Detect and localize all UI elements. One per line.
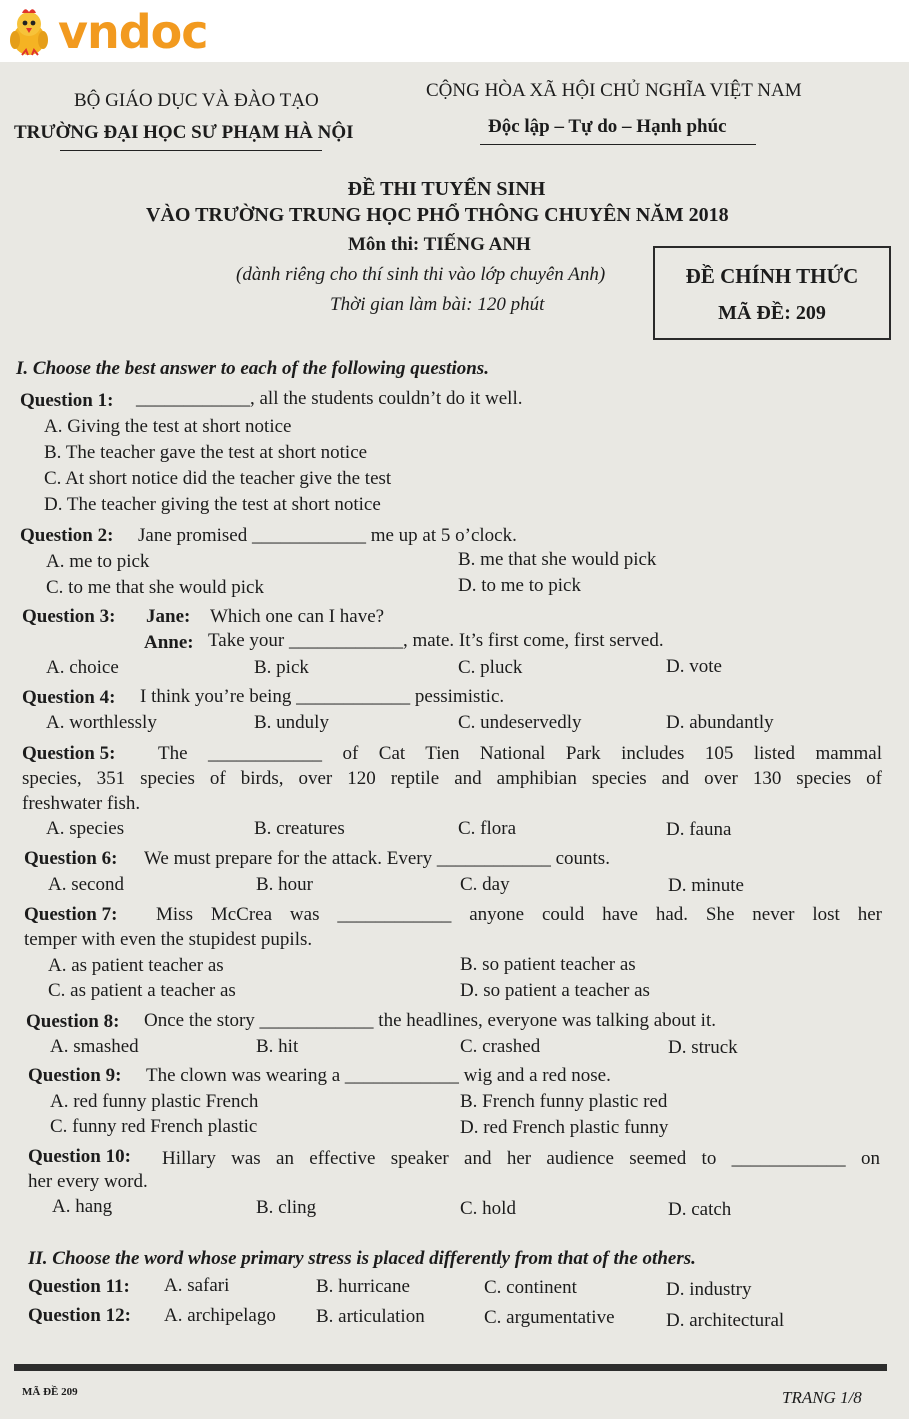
question-10-stem-line-2: her every word.: [28, 1171, 148, 1192]
chick-mascot-icon: [6, 6, 52, 58]
question-3-option-d: D. vote: [666, 656, 722, 677]
question-3-line-2: Take your ____________, mate. It’s first come, first served.: [208, 630, 664, 651]
header-underline-right: [480, 144, 756, 145]
question-7-option-b: B. so patient teacher as: [460, 954, 636, 975]
question-6-stem: We must prepare for the attack. Every ____________ counts.: [144, 848, 610, 869]
question-3-option-a: A. choice: [46, 657, 119, 678]
question-10-stem-line-1: Hillary was an effective speaker and her audience seemed to ____________ on: [162, 1148, 880, 1169]
question-8-option-d: D. struck: [668, 1037, 738, 1058]
question-10-option-b: B. cling: [256, 1197, 317, 1218]
question-8-option-a: A. smashed: [50, 1036, 139, 1057]
section-1-title: I. Choose the best answer to each of the following questions.: [16, 358, 489, 379]
question-6-option-c: C. day: [460, 874, 510, 895]
question-1-option-a: A. Giving the test at short notice: [44, 416, 292, 437]
question-12-option-a: A. archipelago: [164, 1305, 276, 1326]
question-4-option-d: D. abundantly: [666, 712, 774, 733]
official-label: ĐỀ CHÍNH THỨC: [685, 264, 859, 288]
question-7-stem-line-2: temper with even the stupidest pupils.: [24, 929, 313, 950]
question-7-option-a: A. as patient teacher as: [48, 955, 224, 976]
exam-time: Thời gian làm bài: 120 phút: [330, 294, 545, 315]
question-3-option-b: B. pick: [254, 657, 309, 678]
question-11-option-c: C. continent: [484, 1277, 577, 1298]
ministry-name: BỘ GIÁO DỤC VÀ ĐÀO TẠO: [74, 90, 319, 111]
question-4-stem: I think you’re being ____________ pessimistic.: [140, 686, 505, 707]
question-10-label: Question 10:: [28, 1146, 131, 1167]
question-4-option-b: B. unduly: [254, 712, 329, 733]
question-8-option-b: B. hit: [256, 1036, 299, 1057]
question-7-option-d: D. so patient a teacher as: [460, 980, 650, 1001]
question-5-stem-line-2: species, 351 species of birds, over 120 reptile and amphibian species and over 130 species of: [22, 768, 882, 789]
question-9-option-b: B. French funny plastic red: [460, 1091, 668, 1112]
question-7-stem-line-1: Miss McCrea was ____________ anyone could have had. She never lost her: [156, 904, 882, 925]
question-5-label: Question 5:: [22, 743, 116, 764]
question-9-label: Question 9:: [28, 1065, 122, 1086]
question-3-speaker-1: Jane:: [146, 606, 191, 627]
official-box: [653, 246, 891, 340]
exam-subtitle: VÀO TRƯỜNG TRUNG HỌC PHỔ THÔNG CHUYÊN NĂM 2018: [146, 204, 729, 226]
university-name: TRƯỜNG ĐẠI HỌC SƯ PHẠM HÀ NỘI: [14, 122, 354, 143]
question-12-option-d: D. architectural: [666, 1310, 785, 1331]
question-8-label: Question 8:: [26, 1011, 120, 1032]
question-1-option-d: D. The teacher giving the test at short notice: [44, 494, 381, 515]
question-5-stem-line-3: freshwater fish.: [22, 793, 141, 814]
republic-name: CỘNG HÒA XÃ HỘI CHỦ NGHĨA VIỆT NAM: [426, 80, 802, 101]
question-5-option-a: A. species: [46, 818, 125, 839]
question-7-label: Question 7:: [24, 904, 118, 925]
question-11-label: Question 11:: [28, 1276, 130, 1297]
question-11-option-b: B. hurricane: [316, 1276, 410, 1297]
header-underline-left: [60, 150, 322, 151]
question-2-option-d: D. to me to pick: [458, 575, 581, 596]
question-2-option-b: B. me that she would pick: [458, 549, 657, 570]
question-4-option-a: A. worthlessly: [46, 712, 157, 733]
question-1-option-c: C. At short notice did the teacher give the test: [44, 468, 392, 489]
question-6-option-b: B. hour: [256, 874, 313, 895]
question-8-stem: Once the story ____________ the headlines, everyone was talking about it.: [144, 1010, 716, 1031]
top-bar: [0, 0, 909, 62]
question-12-option-b: B. articulation: [316, 1306, 425, 1327]
question-4-option-c: C. undeservedly: [458, 712, 582, 733]
question-2-option-c: C. to me that she would pick: [46, 577, 264, 598]
national-motto: Độc lập – Tự do – Hạnh phúc: [488, 116, 727, 137]
question-11-option-d: D. industry: [666, 1279, 752, 1300]
footer-exam-code: MÃ ĐỀ 209: [22, 1386, 78, 1398]
question-4-label: Question 4:: [22, 687, 116, 708]
question-9-option-d: D. red French plastic funny: [460, 1117, 669, 1138]
question-3-label: Question 3:: [22, 606, 116, 627]
question-5-option-d: D. fauna: [666, 819, 732, 840]
question-2-stem: Jane promised ____________ me up at 5 o’clock.: [138, 525, 517, 546]
exam-title: ĐỀ THI TUYỂN SINH: [347, 178, 546, 200]
question-5-option-c: C. flora: [458, 818, 517, 839]
question-12-option-c: C. argumentative: [484, 1307, 615, 1328]
question-3-line-1: Which one can I have?: [210, 606, 385, 627]
question-9-option-a: A. red funny plastic French: [50, 1091, 259, 1112]
exam-subject: Môn thi: TIẾNG ANH: [348, 234, 531, 255]
question-10-option-a: A. hang: [52, 1196, 113, 1217]
question-6-option-a: A. second: [48, 874, 124, 895]
question-8-option-c: C. crashed: [460, 1036, 541, 1057]
question-9-stem: The clown was wearing a ____________ wig and a red nose.: [146, 1065, 611, 1086]
footer-rule: [14, 1364, 887, 1371]
exam-code: MÃ ĐỀ: 209: [718, 302, 826, 324]
logo-wordmark: vndoc: [58, 5, 208, 59]
question-10-option-d: D. catch: [668, 1199, 732, 1220]
section-2-title: II. Choose the word whose primary stress is placed differently from that of the others.: [28, 1248, 696, 1269]
question-10-option-c: C. hold: [460, 1198, 516, 1219]
question-5-option-b: B. creatures: [254, 818, 345, 839]
vndoc-logo[interactable]: [6, 4, 208, 60]
question-7-option-c: C. as patient a teacher as: [48, 980, 236, 1001]
question-2-option-a: A. me to pick: [46, 551, 150, 572]
question-1-option-b: B. The teacher gave the test at short notice: [44, 442, 368, 463]
exam-page: [0, 62, 909, 1419]
question-3-option-c: C. pluck: [458, 657, 523, 678]
question-2-label: Question 2:: [20, 525, 114, 546]
question-6-label: Question 6:: [24, 848, 118, 869]
question-1-label: Question 1:: [20, 390, 114, 411]
question-6-option-d: D. minute: [668, 875, 744, 896]
question-12-label: Question 12:: [28, 1305, 131, 1326]
question-9-option-c: C. funny red French plastic: [50, 1116, 258, 1137]
question-3-speaker-2: Anne:: [144, 632, 194, 653]
footer-page-number: TRANG 1/8: [782, 1388, 862, 1407]
question-11-option-a: A. safari: [164, 1275, 230, 1296]
question-1-stem: ____________, all the students couldn’t do it well.: [136, 388, 523, 409]
question-5-stem-line-1: The ____________ of Cat Tien National Park includes 105 listed mammal: [158, 743, 882, 764]
exam-note: (dành riêng cho thí sinh thi vào lớp chuyên Anh): [236, 264, 606, 285]
